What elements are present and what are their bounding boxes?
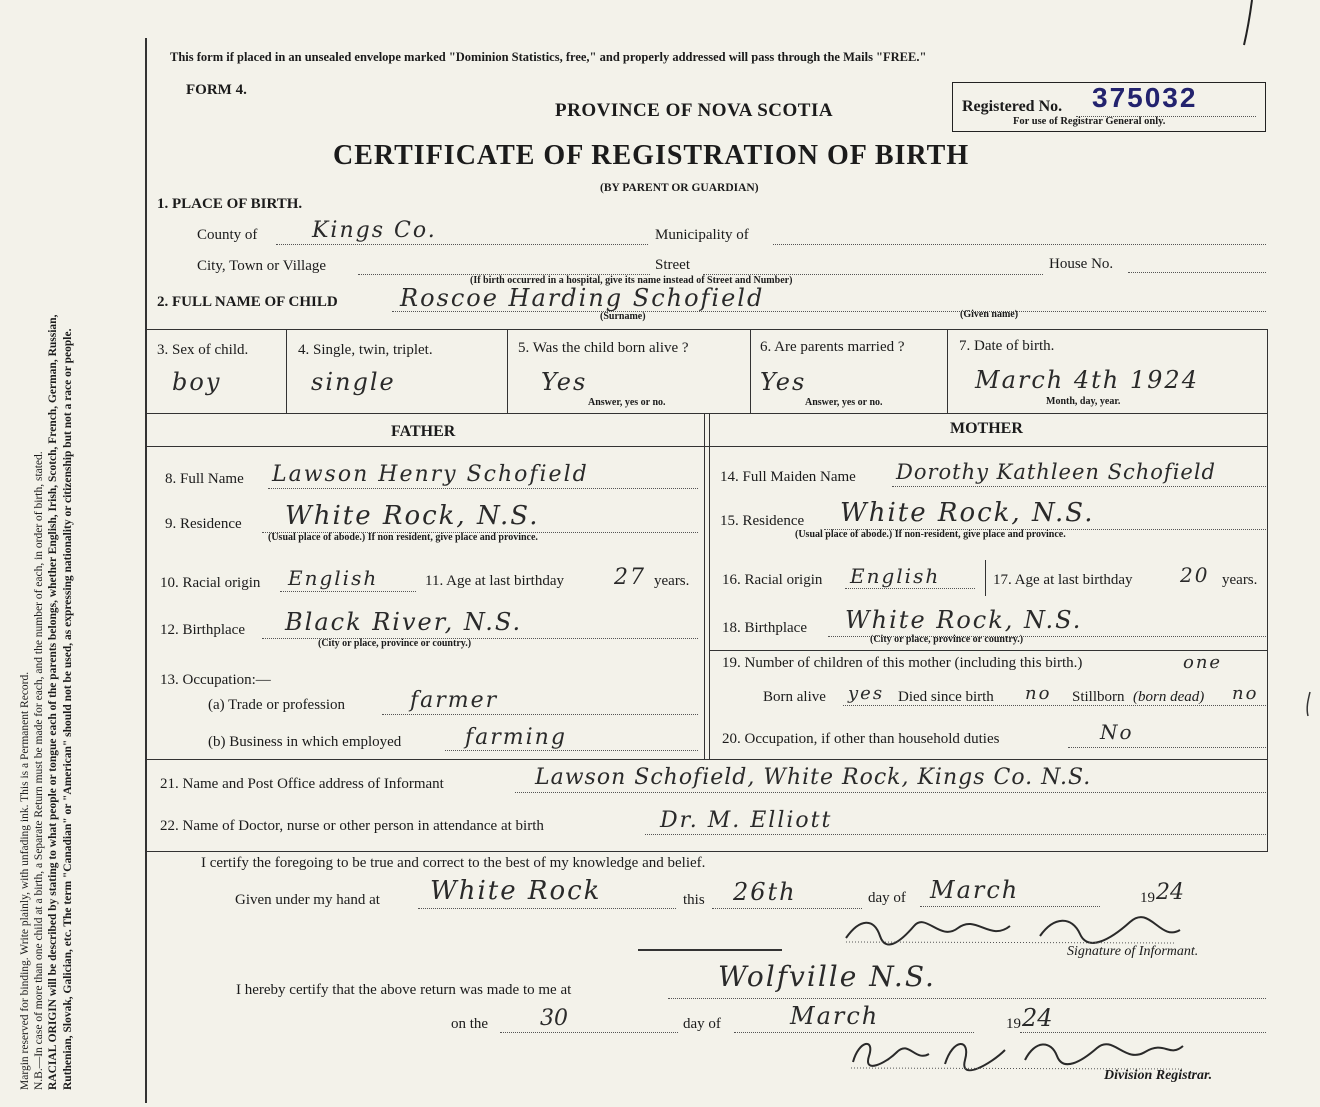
margin-note-2: N.B.—In case of more than one child at a birth, a Separate Return must be made for each, and the number of each, in order of birth, stated. <box>33 451 46 1090</box>
registrar-year-line <box>1020 1032 1266 1033</box>
father-heading: FATHER <box>391 423 456 440</box>
house-line <box>1128 272 1266 273</box>
rule-parents-split-a <box>704 413 705 759</box>
rule-top-row3 <box>147 329 1268 330</box>
registrar-month: March <box>790 1002 880 1030</box>
mother-occupation-line <box>1068 747 1266 748</box>
this-label: this <box>683 892 705 908</box>
county-label: County of <box>197 227 258 243</box>
hospital-note: (If birth occurred in a hospital, give its name instead of Street and Number) <box>470 275 793 286</box>
mother-children-value: one <box>1183 652 1223 673</box>
mother-birthplace-value: White Rock, N.S. <box>845 606 1083 634</box>
page-subtitle: (BY PARENT OR GUARDIAN) <box>600 182 759 194</box>
registrar-caption: Division Registrar. <box>1104 1068 1213 1083</box>
father-age-label: 11. Age at last birthday <box>425 573 564 589</box>
city-label: City, Town or Village <box>197 258 327 274</box>
rule-right-edge <box>1267 329 1268 851</box>
mother-age-label: 17. Age at last birthday <box>993 572 1133 588</box>
plurality-value: single <box>311 368 396 396</box>
born-alive-line <box>843 705 1266 706</box>
sex-label: 3. Sex of child. <box>157 342 249 358</box>
given-day-line <box>712 908 862 909</box>
registrar-year-prefix: 19 <box>1006 1016 1021 1032</box>
municipality-line <box>773 244 1266 245</box>
certification-divider <box>638 949 782 951</box>
mother-occupation-value: No <box>1100 720 1134 744</box>
rule-mother-19 <box>709 650 1267 651</box>
given-month-line <box>920 906 1100 907</box>
sex-value: boy <box>172 368 222 396</box>
father-birthplace-label: 12. Birthplace <box>160 622 245 638</box>
house-label: House No. <box>1049 256 1114 272</box>
married-note: Answer, yes or no. <box>805 397 883 408</box>
given-year-prefix: 19 <box>1140 890 1155 906</box>
alive-value: Yes <box>541 368 588 396</box>
county-line <box>276 244 648 245</box>
given-place-line <box>418 908 676 909</box>
mother-years: years. <box>1222 572 1258 588</box>
registrar-day-line <box>500 1032 678 1033</box>
mother-residence-label: 15. Residence <box>720 513 805 529</box>
attendant-line <box>645 834 1266 835</box>
given-day: 26th <box>733 878 797 906</box>
margin-note-1: Margin reserved for binding. Write plainly, with unfading ink. This is a Permanent Record. <box>19 671 31 1090</box>
mother-racial-line <box>845 588 975 589</box>
born-alive-value: yes <box>848 683 885 704</box>
stillborn-label: Stillborn <box>1072 689 1125 705</box>
given-month: March <box>930 876 1020 904</box>
stillborn-value: no <box>1232 683 1259 704</box>
on-the-label: on the <box>451 1016 489 1032</box>
mother-age-value: 20 <box>1180 563 1210 587</box>
mail-notice: This form if placed in an unsealed envelope marked "Dominion Statistics, free," and properly addressed will pass through the Mails "FREE." <box>170 50 927 64</box>
father-birthplace-note: (City or place, province or country.) <box>318 638 472 649</box>
signature-caption: Signature of Informant. <box>1067 944 1199 959</box>
registered-label: Registered No. <box>962 98 1063 115</box>
page-title: CERTIFICATE OF REGISTRATION OF BIRTH <box>333 140 970 171</box>
informant-line <box>515 792 1266 793</box>
registrar-month-line <box>734 1032 974 1033</box>
father-trade-line <box>382 714 698 715</box>
father-name-line <box>268 488 698 489</box>
mother-name-line <box>892 486 1266 487</box>
province-title: PROVINCE OF NOVA SCOTIA <box>555 100 834 121</box>
registrar-note: For use of Registrar General only. <box>1013 116 1166 127</box>
rule-col-3-4 <box>286 329 287 413</box>
informant-signature <box>840 912 1185 948</box>
registrar-day: 30 <box>540 1006 568 1031</box>
given-name-note: (Given name) <box>960 309 1019 320</box>
given-place: White Rock <box>430 876 602 906</box>
mother-residence-value: White Rock, N.S. <box>840 498 1095 528</box>
mother-heading: MOTHER <box>950 420 1023 437</box>
stillborn-note: (born dead) <box>1133 689 1205 705</box>
father-business-label: (b) Business in which employed <box>208 734 402 750</box>
father-birthplace-value: Black River, N.S. <box>285 608 523 636</box>
rule-parents-heading <box>147 446 1268 447</box>
father-racial-label: 10. Racial origin <box>160 575 261 591</box>
father-business-line <box>445 750 698 751</box>
married-value: Yes <box>760 368 807 396</box>
pen-mark-right <box>1300 690 1316 720</box>
form-left-border <box>145 38 147 1103</box>
mother-name-value: Dorothy Kathleen Schofield <box>896 460 1216 484</box>
rule-certification-top <box>147 851 1268 852</box>
rule-informant-top <box>147 759 1268 760</box>
father-residence-label: 9. Residence <box>165 516 242 532</box>
county-value: Kings Co. <box>312 218 437 243</box>
father-business-value: farming <box>465 725 567 750</box>
father-trade-value: farmer <box>410 688 499 713</box>
dob-label: 7. Date of birth. <box>959 338 1055 354</box>
born-alive-label: Born alive <box>763 689 826 705</box>
mother-occupation-label: 20. Occupation, if other than household duties <box>722 731 1000 747</box>
given-year: 24 <box>1156 880 1184 905</box>
child-name-label: 2. FULL NAME OF CHILD <box>157 294 338 310</box>
died-label: Died since birth <box>898 689 994 705</box>
registrar-place-line <box>668 998 1266 999</box>
pen-mark <box>1230 0 1260 50</box>
rule-bottom-row3 <box>147 413 1268 414</box>
registered-number: 375032 <box>1092 82 1198 113</box>
mother-children-label: 19. Number of children of this mother (including this birth.) <box>722 655 1083 671</box>
attendant-label: 22. Name of Doctor, nurse or other person in attendance at birth <box>160 818 544 834</box>
place-of-birth-heading: 1. PLACE OF BIRTH. <box>157 196 303 212</box>
father-residence-note: (Usual place of abode.) If non resident, give place and province. <box>268 532 538 543</box>
street-label: Street <box>655 257 690 273</box>
rule-parents-split-b <box>709 413 710 759</box>
father-name-value: Lawson Henry Schofield <box>272 462 589 487</box>
informant-label: 21. Name and Post Office address of Informant <box>160 776 444 792</box>
died-value: no <box>1025 683 1052 704</box>
father-trade-label: (a) Trade or profession <box>208 697 346 713</box>
alive-label: 5. Was the child born alive ? <box>518 340 689 356</box>
father-age-value: 27 <box>614 565 646 590</box>
mother-racial-label: 16. Racial origin <box>722 572 823 588</box>
dob-note: Month, day, year. <box>1046 396 1121 407</box>
day-of-label: day of <box>868 890 906 906</box>
mother-birthplace-note: (City or place, province or country.) <box>870 634 1024 645</box>
registrar-place: Wolfville N.S. <box>718 960 936 993</box>
married-label: 6. Are parents married ? <box>760 339 905 355</box>
alive-note: Answer, yes or no. <box>588 397 666 408</box>
mother-residence-note: (Usual place of abode.) If non-resident, give place and province. <box>795 529 1066 540</box>
mother-name-label: 14. Full Maiden Name <box>720 469 856 485</box>
rule-col-5-6 <box>750 329 751 413</box>
attendant-value: Dr. M. Elliott <box>660 808 833 833</box>
registrar-day-of-label: day of <box>683 1016 721 1032</box>
rule-col-6-7 <box>947 329 948 413</box>
margin-note-3: RACIAL ORIGIN will be described by stating to what people or tongue each of the parents belongs, whether English, Irish, Scotch, French, German, Russian, <box>47 314 60 1090</box>
father-racial-line <box>280 591 416 592</box>
registrar-year: 24 <box>1022 1004 1053 1032</box>
given-label: Given under my hand at <box>235 892 380 908</box>
rule-mother-racial-split <box>985 560 986 596</box>
father-residence-value: White Rock, N.S. <box>285 501 540 531</box>
registrar-statement: I hereby certify that the above return was made to me at <box>236 982 572 998</box>
margin-notes <box>18 10 75 1090</box>
father-occupation-label: 13. Occupation:— <box>160 672 271 688</box>
mother-birthplace-label: 18. Birthplace <box>722 620 807 636</box>
plurality-label: 4. Single, twin, triplet. <box>298 342 433 358</box>
father-racial-value: English <box>288 566 379 590</box>
form-number: FORM 4. <box>186 82 247 98</box>
certify-statement: I certify the foregoing to be true and correct to the best of my knowledge and belief. <box>201 855 706 871</box>
informant-value: Lawson Schofield, White Rock, Kings Co. N.S. <box>535 765 1092 790</box>
rule-col-4-5 <box>507 329 508 413</box>
mother-racial-value: English <box>850 564 941 588</box>
father-name-label: 8. Full Name <box>165 471 244 487</box>
municipality-label: Municipality of <box>655 227 749 243</box>
margin-note-4: Ruthenian, Slovak, Galician, etc. The term "Canadian" or "American" should not be used, as expressing nationality or citizenship but not a race or people. <box>61 328 74 1090</box>
child-name-value: Roscoe Harding Schofield <box>400 284 765 312</box>
father-years: years. <box>654 573 690 589</box>
dob-value: March 4th 1924 <box>975 366 1199 394</box>
surname-note: (Surname) <box>600 311 646 322</box>
